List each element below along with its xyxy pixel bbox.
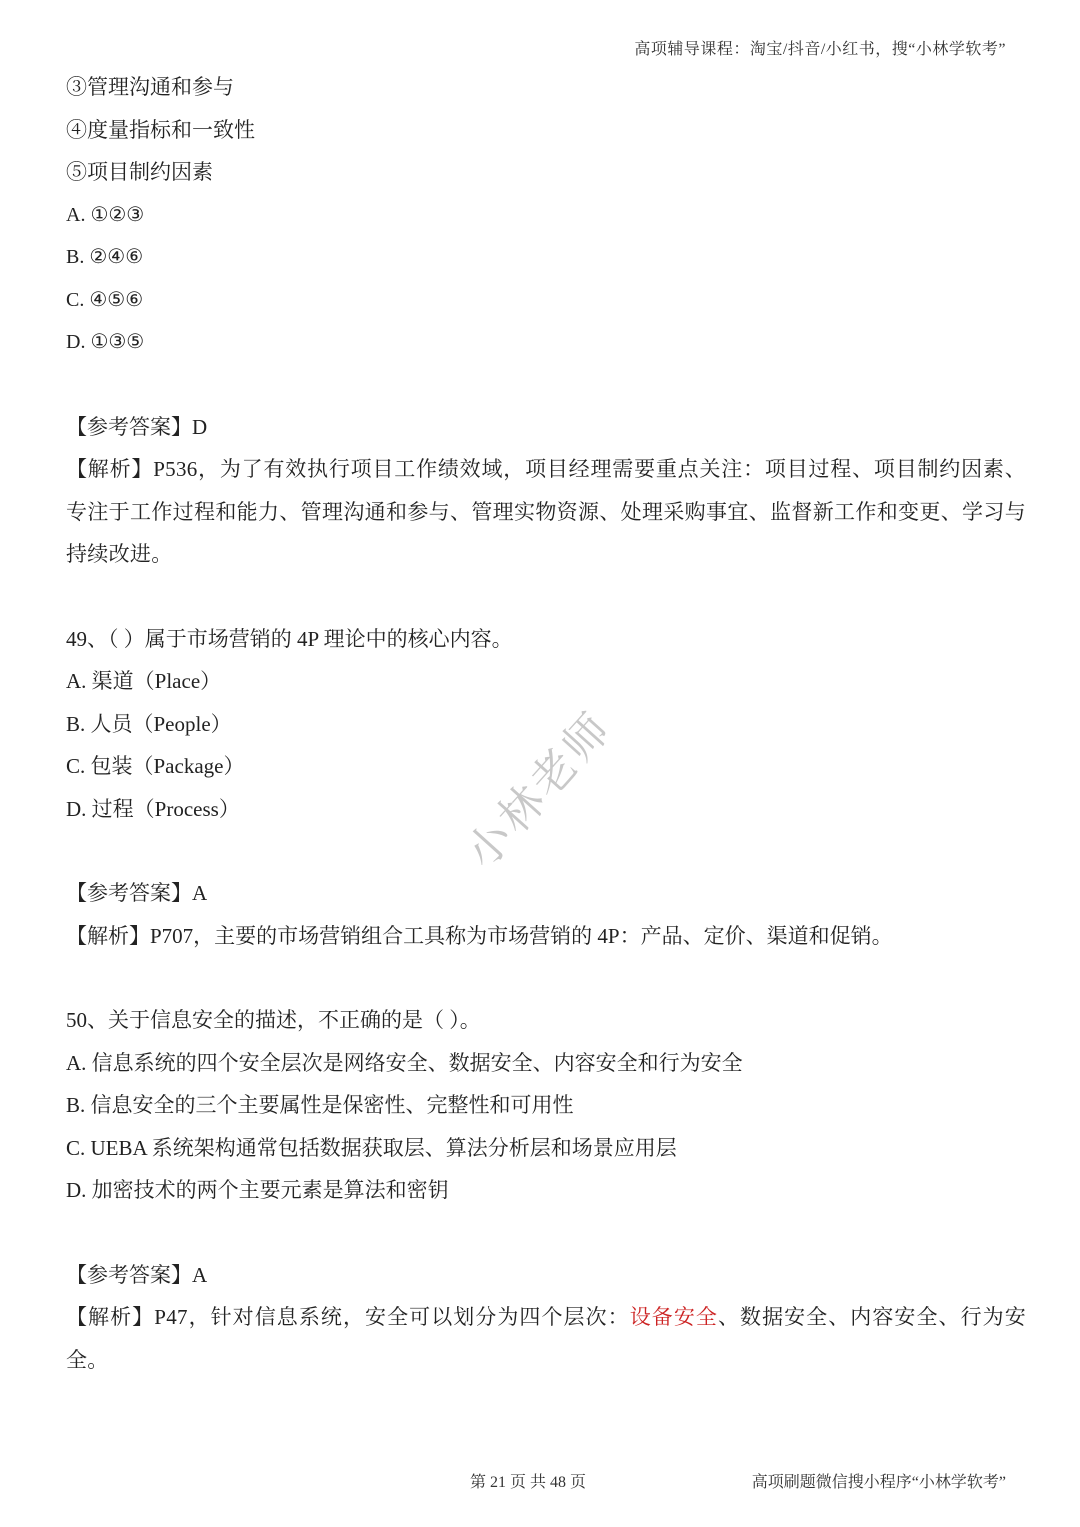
q49-option-c: C. 包装（Package） bbox=[66, 754, 245, 778]
q48-analysis: 【解析】P536，为了有效执行项目工作绩效域，项目经理需要重点关注：项目过程、项目制约因素、专注于工作过程和能力、管理沟通和参与、管理实物资源、处理采购事宜、监督新工作和变更、学习与持续改进。 bbox=[66, 457, 1026, 566]
q50-analysis-highlight: 设备安全 bbox=[629, 1305, 718, 1329]
q49-option-d: D. 过程（Process） bbox=[66, 796, 240, 821]
page-header: 高项辅导课程：淘宝/抖音/小红书，搜“小林学软考” bbox=[634, 41, 1006, 58]
q48-option-b: B. ②④⑥ bbox=[66, 246, 144, 268]
page-content bbox=[66, 66, 1026, 1381]
q48-option-a: A. ①②③ bbox=[66, 203, 145, 226]
footer-promo: 高项刷题微信搜小程序“小林学软考” bbox=[751, 1474, 1006, 1491]
q49-answer: 【参考答案】A bbox=[66, 881, 208, 905]
q50-analysis bbox=[66, 1296, 1026, 1381]
watermark: 小林老师 bbox=[456, 701, 623, 879]
q50-stem: 50、关于信息安全的描述，不正确的是（ ）。 bbox=[66, 1008, 481, 1032]
q50-answer: 【参考答案】A bbox=[66, 1262, 208, 1287]
q48-option-c: C. ④⑤⑥ bbox=[66, 288, 144, 311]
q50-analysis-pre: 【解析】P47，针对信息系统，安全可以划分为四个层次： bbox=[66, 1305, 630, 1329]
q49-option-b: B. 人员（People） bbox=[66, 711, 232, 736]
q48-item-4: ④度量指标和一致性 bbox=[66, 117, 255, 142]
q50-analysis-post: 、数据安全、内容安全、行为安全。 bbox=[66, 1305, 1026, 1372]
q50-option-b: B. 信息安全的三个主要属性是保密性、完整性和可用性 bbox=[66, 1093, 574, 1117]
spacer bbox=[66, 364, 1026, 406]
q48-item-3: ③管理沟通和参与 bbox=[66, 75, 234, 99]
spacer bbox=[66, 830, 1026, 872]
q49-stem: 49、（ ）属于市场营销的 4P 理论中的核心内容。 bbox=[66, 626, 513, 651]
page-number: 第 21 页 共 48 页 bbox=[470, 1474, 587, 1491]
spacer bbox=[66, 1212, 1026, 1254]
q49-analysis: 【解析】P707，主要的市场营销组合工具称为市场营销的 4P：产品、定价、渠道和促销。 bbox=[66, 923, 893, 948]
q48-option-d: D. ①③⑤ bbox=[66, 331, 145, 353]
q48-answer: 【参考答案】D bbox=[66, 414, 208, 439]
q49-option-a: A. 渠道（Place） bbox=[66, 669, 222, 693]
q50-option-a: A. 信息系统的四个安全层次是网络安全、数据安全、内容安全和行为安全 bbox=[66, 1050, 743, 1075]
q50-option-d: D. 加密技术的两个主要元素是算法和密钥 bbox=[66, 1178, 449, 1202]
q48-item-5: ⑤项目制约因素 bbox=[66, 160, 213, 184]
spacer bbox=[66, 957, 1026, 999]
spacer bbox=[66, 576, 1026, 618]
q50-option-c: C. UEBA 系统架构通常包括数据获取层、算法分析层和场景应用层 bbox=[66, 1135, 677, 1160]
